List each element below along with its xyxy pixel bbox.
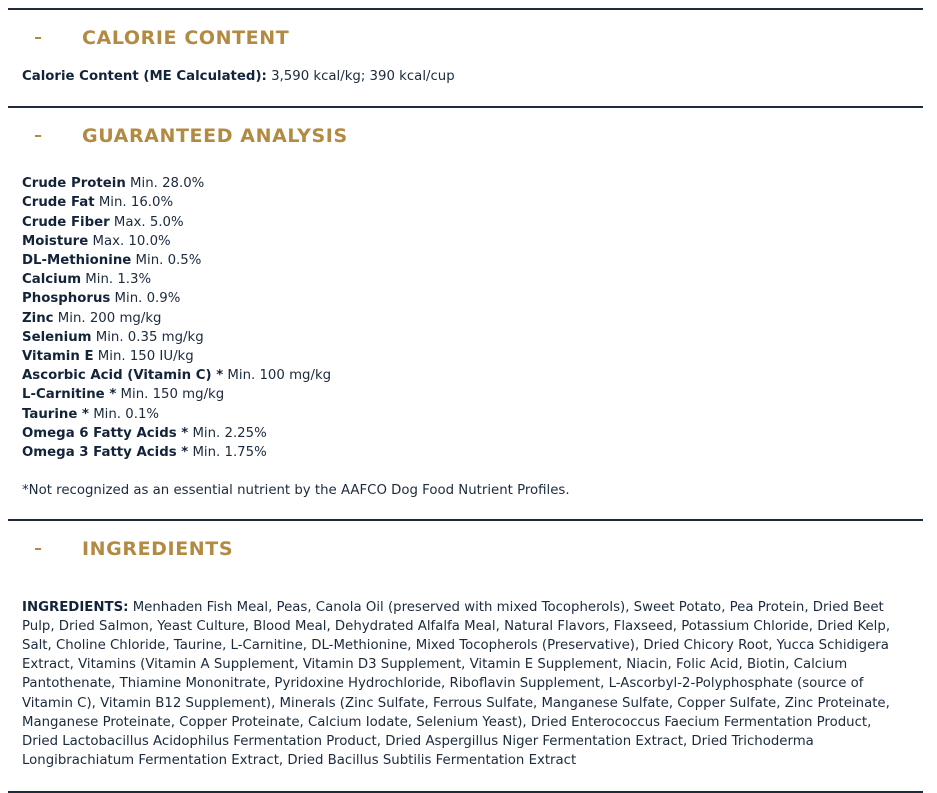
analysis-section [8,108,923,519]
nutrient-value: Min. 1.75% [188,445,267,461]
analysis-row [22,328,909,347]
analysis-section-header[interactable] [22,108,909,166]
calorie-section-title: CALORIE CONTENT [82,27,290,49]
analysis-row [22,213,909,232]
product-details [8,0,923,793]
analysis-row [22,251,909,270]
nutrient-value: Min. 28.0% [125,176,205,192]
nutrient-name: Crude Fiber [22,214,110,230]
nutrient-value: Min. 0.5% [131,253,202,269]
calorie-section [8,10,923,106]
nutrient-value: Min. 2.25% [188,425,267,441]
ingredients-line: Vitamin C), Vitamin B12 Supplement), Minerals (Zinc Sulfate, Ferrous Sulfate, Manganese Sulfate, Copper Sulfate, Zinc Proteinate, [22,695,890,711]
nutrient-name: Phosphorus [22,291,111,307]
analysis-list [22,174,909,462]
analysis-row [22,232,909,251]
nutrient-name: Selenium [22,329,92,345]
ingredients-line: Pulp, Dried Salmon, Yeast Culture, Blood Meal, Dehydrated Alfalfa Meal, Natural Flavors, Flaxseed, Potassium Chloride, Dried Kelp, [22,618,891,634]
ingredients-section-title: INGREDIENTS [82,538,234,561]
analysis-row [22,289,909,308]
nutrient-value: Min. 0.1% [88,406,160,422]
nutrient-value: Min. 1.3% [81,272,152,288]
analysis-row [22,424,909,443]
ingredients-line: Salt, Choline Chloride, Taurine, L-Carnitine, DL-Methionine, Mixed Tocopherols (Preservative), Dried Chicory Root, Yucca Schidigera [22,638,889,654]
ingredients-label: INGREDIENTS: [22,599,129,615]
nutrient-value: Max. 10.0% [88,233,171,249]
ingredients-line: Longibrachiatum Fermentation Extract, Dried Bacillus Subtilis Fermentation Extract [22,753,577,769]
nutrient-name: Vitamin E [22,349,94,365]
calorie-body [22,67,909,106]
collapse-dash-icon[interactable] [35,37,41,39]
ingredients-body [22,578,909,791]
analysis-section-title: GUARANTEED ANALYSIS [82,125,348,148]
ingredients-line: Extract, Vitamins (Vitamin A Supplement, Vitamin D3 Supplement, Vitamin E Supplement, Niacin, Folic Acid, Biotin, Calcium [22,657,848,673]
nutrient-value: Min. 200 mg/kg [53,310,162,326]
nutrient-value: Min. 150 mg/kg [116,387,225,403]
analysis-row [22,270,909,289]
ingredients-section [8,521,923,791]
nutrient-name: Crude Fat [22,195,95,211]
nutrient-value: Min. 0.9% [110,291,181,307]
nutrient-value: Min. 100 mg/kg [223,368,332,384]
analysis-row [22,174,909,193]
nutrient-name: Taurine * [22,406,89,422]
nutrient-name: Calcium [22,272,82,288]
calorie-section-header[interactable] [22,10,909,68]
nutrient-name: Omega 6 Fatty Acids * [22,425,189,441]
collapse-dash-icon[interactable] [35,548,41,550]
nutrient-value: Max. 5.0% [109,214,184,230]
collapse-dash-icon[interactable] [35,135,41,137]
calorie-label: Calorie Content (ME Calculated): [22,69,267,84]
nutrient-value: Min. 0.35 mg/kg [91,329,204,345]
ingredients-line: Menhaden Fish Meal, Peas, Canola Oil (preserved with mixed Tocopherols), Sweet Potato, Pea Protein, Dried Beet [128,599,884,615]
analysis-row [22,193,909,212]
analysis-row [22,443,909,462]
nutrient-name: Ascorbic Acid (Vitamin C) * [22,368,224,384]
nutrient-name: Crude Protein [22,176,126,192]
analysis-row [22,347,909,366]
nutrient-name: DL-Methionine [22,253,132,269]
nutrient-name: Moisture [22,233,89,249]
analysis-row [22,309,909,328]
ingredients-section-header[interactable] [22,521,909,579]
analysis-row [22,366,909,385]
ingredients-line: Dried Lactobacillus Acidophilus Fermentation Product, Dried Aspergillus Niger Fermentation Extract, Dried Trichoderma [22,734,814,750]
ingredients-line: Pantothenate, Thiamine Mononitrate, Pyridoxine Hydrochloride, Riboflavin Supplement, L-Ascorbyl-2-Polyphosphate (source of [22,676,864,692]
ingredients-line: Manganese Proteinate, Copper Proteinate, Calcium Iodate, Selenium Yeast), Dried Enterococcus Faecium Fermentation Product, [22,714,872,730]
nutrient-value: Min. 16.0% [94,195,174,211]
analysis-row [22,405,909,424]
calorie-value: 3,590 kcal/kg; 390 kcal/cup [266,69,455,84]
analysis-footnote: *Not recognized as an essential nutrient by the AAFCO Dog Food Nutrient Profiles. [22,483,570,499]
nutrient-name: L-Carnitine * [22,387,117,403]
nutrient-name: Zinc [22,310,54,326]
analysis-row [22,385,909,404]
nutrient-name: Omega 3 Fatty Acids * [22,445,189,461]
nutrient-value: Min. 150 IU/kg [93,349,194,365]
